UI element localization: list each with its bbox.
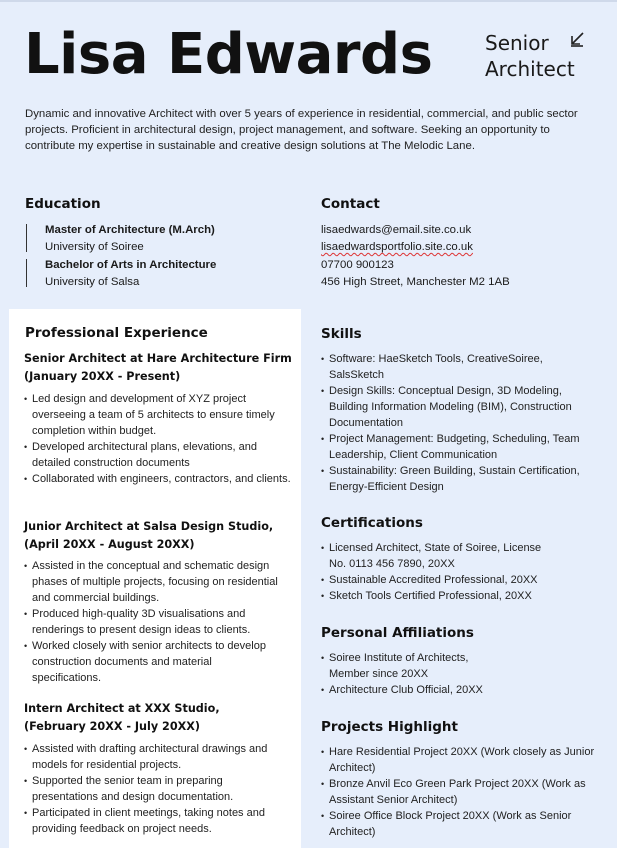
contact-email[interactable]: lisaedwards@email.site.co.uk [321,224,472,236]
education-bar [26,224,27,252]
list-item: • Supported the senior team in preparing presentations and design documentation. [24,773,274,805]
top-border [0,0,617,2]
job-title [24,518,294,554]
list-item: • Hare Residential Project 20XX (Work closely as Junior Architect) [321,744,595,776]
experience-heading: Professional Experience [25,325,208,341]
skills-list [321,351,595,495]
list-item: • Project Management: Budgeting, Scheduling, Team Leadership, Client Communication [321,431,595,463]
certifications-list [321,540,553,604]
contact-heading: Contact [321,196,380,212]
job-title-line: Senior Architect at Hare Architecture Firm [24,352,292,365]
list-item: • Sustainable Accredited Professional, 20XX [321,572,553,588]
arrow-down-left-icon [568,30,586,48]
list-item: • Soiree Office Block Project 20XX (Work as Senior Architect) [321,808,595,840]
summary-text: Dynamic and innovative Architect with over 5 years of experience in residential, commercial, and public sector projects. Proficient in architectural design, project management, and software. Seeking an opportunity to contribute my expertise in sustainable and creative design solutions at The Melodic Lane. [25,108,578,152]
education-school: University of Salsa [45,276,140,288]
job-dates: (January 20XX - Present) [24,370,181,383]
job-title-line: Junior Architect at Salsa Design Studio, [24,520,274,533]
affiliations-list [321,650,491,698]
job-bullets [24,391,292,487]
affiliations-heading: Personal Affiliations [321,625,474,641]
contact-phone: 07700 900123 [321,259,394,271]
list-item: • Assisted in the conceptual and schematic design phases of multiple projects, focusing on residential and commercial buildings. [24,558,280,606]
list-item: • Produced high-quality 3D visualisations and renderings to present design ideas to clients. [24,606,280,638]
list-item: • Soiree Institute of Architects, Member since 20XX [321,650,491,682]
list-item: • Design Skills: Conceptual Design, 3D Modeling, Building Information Modeling (BIM), Construction Documentation [321,383,595,431]
list-item: • Licensed Architect, State of Soiree, License No. 0113 456 7890, 20XX [321,540,553,572]
list-item: • Led design and development of XYZ project overseeing a team of 5 architects to ensure timely completion within budget. [24,391,292,439]
education-heading: Education [25,196,101,212]
list-item: • Software: HaeSketch Tools, CreativeSoiree, SalsSketch [321,351,595,383]
education-bar [26,259,27,287]
list-item: • Sketch Tools Certified Professional, 20XX [321,588,553,604]
projects-list [321,744,595,840]
contact-portfolio-link[interactable]: lisaedwardsportfolio.site.co.uk [321,241,473,253]
list-item: • Assisted with drafting architectural drawings and models for residential projects. [24,741,274,773]
list-item: • Collaborated with engineers, contractors, and clients. [24,471,292,487]
candidate-role [485,30,575,82]
list-item: • Bronze Anvil Eco Green Park Project 20XX (Work as Assistant Senior Architect) [321,776,595,808]
job-title [24,700,294,736]
job-title-line: Intern Architect at XXX Studio, [24,702,220,715]
job-dates: (February 20XX - July 20XX) [24,720,200,733]
job-dates: (April 20XX - August 20XX) [24,538,195,551]
certifications-heading: Certifications [321,515,423,531]
job-bullets [24,741,274,837]
list-item: • Architecture Club Official, 20XX [321,682,491,698]
education-degree: Bachelor of Arts in Architecture [45,259,217,271]
list-item: • Participated in client meetings, taking notes and providing feedback on project needs. [24,805,274,837]
role-line-1: Senior [485,31,549,55]
role-line-2: Architect [485,57,575,81]
skills-heading: Skills [321,326,362,342]
list-item: • Worked closely with senior architects to develop construction documents and material specifications. [24,638,280,686]
projects-heading: Projects Highlight [321,719,458,735]
job-bullets [24,558,280,686]
candidate-name: Lisa Edwards [24,22,433,87]
list-item: • Sustainability: Green Building, Sustain Certification, Energy-Efficient Design [321,463,595,495]
education-school: University of Soiree [45,241,144,253]
list-item: • Developed architectural plans, elevations, and detailed construction documents [24,439,292,471]
contact-address: 456 High Street, Manchester M2 1AB [321,276,510,288]
job-title [24,350,294,386]
education-degree: Master of Architecture (M.Arch) [45,224,215,236]
